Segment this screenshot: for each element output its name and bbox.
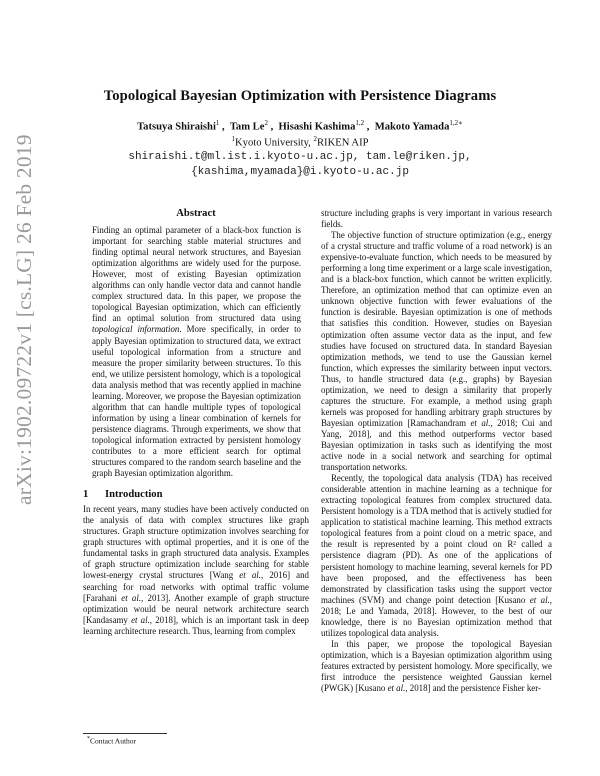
affiliation-mark: 1: [231, 135, 236, 143]
author-name: Makoto Yamada: [374, 121, 450, 133]
body-paragraph: In this paper, we propose the topological Bayesian optimization, which is a Bayesian optimization algorithm using features extracted by persistent homology. More specifically, we first introduce the persistence weighted Gaussian kernel (PWGK) [Kusano et al., 2018] and the persistence Fisher ker-: [321, 638, 552, 694]
introduction-paragraph: In recent years, many studies have been actively conducted on the analysis of data with complex structures like graph structures. Graph structure optimization involves searching for graph structures with optimal properties, and it is one of the fundamental tasks in graph structured data analysis. Examples of graph structure optimization include searching for stable lowest-energy crystal structures [Wang et al., 2016] and searching for road networks with optimal traffic volume [Farahani et al., 2013]. Another example of graph structure optimization would be neural network architecture search [Kandasamy et al., 2018], which is an important task in deep learning architecture research. Thus, learning from complex: [83, 504, 309, 636]
affiliations: [0, 135, 600, 149]
abstract-heading: Abstract: [176, 208, 216, 219]
paper-title: Topological Bayesian Optimization with Persistence Diagrams: [103, 88, 497, 104]
author-name: Tatsuya Shiraishi: [137, 121, 216, 133]
author-list: Tatsuya Shiraishi$^1$ , Tam Le$^2$ , Hisashi Kashima$^{1,2}$ , Makoto Yamada$^{1,2∗}$: [137, 119, 463, 133]
affiliation-riken: RIKEN AIP: [316, 137, 369, 149]
footnote-rule: [83, 733, 167, 734]
author-affiliation-mark: 1,2: [355, 119, 365, 127]
email-line: shiraishi.t@ml.ist.i.kyoto-u.ac.jp, tam.le@riken.jp,: [128, 151, 472, 163]
author-affiliation-mark: 1: [215, 119, 220, 127]
body-paragraph: The objective function of structure optimization (e.g., energy of a crystal structure and traffic volume of a road network) is an expensive-to-evaluate function, which needs to be measured by performing a long time experiment or a large scale investigation, and is a black-box function, which cannot be written explicitly. Therefore, an optimization method that can optimize even an unknown objective function with fewer evaluations of the function is desirable. Bayesian optimization is one of methods that satisfies this condition. However, studies on Bayesian optimization often assume vector data as the input, and few studies have focused on structured data. In standard Bayesian optimization methods, we tend to use the Gaussian kernel function, which expresses the similarity between input vectors. Thus, to handle structured data (e.g., graphs) by Bayesian optimization, we need to design a similarity that properly captures the structure. For example, a method using graph kernels was proposed for handling arbitrary graph structures by Bayesian optimization [Ramachandram et al., 2018; Cui and Yang, 2018], and this method outperforms vector based Bayesian optimization in tasks such as identifying the most active node in a social network and searching for optimal transportation networks.: [321, 230, 553, 473]
body-paragraph: structure including graphs is very important in various research fields.: [321, 208, 552, 230]
left-column: [83, 208, 309, 637]
right-column: [321, 208, 552, 694]
author-emails: [0, 150, 600, 179]
author-name: Hisashi Kashima: [278, 121, 356, 133]
arxiv-identifier-stamp: arXiv:1902.09722v1 [cs.LG] 26 Feb 2019: [12, 134, 36, 505]
section-heading-introduction: 1 Introduction: [83, 489, 163, 501]
author-affiliation-mark: 2: [264, 119, 268, 127]
author-affiliation-mark: 1,2∗: [449, 119, 463, 127]
footnote: *Contact Author: [87, 736, 137, 746]
author-name: Tam Le: [229, 121, 265, 133]
affiliation-kyoto: Kyoto University,: [235, 137, 314, 149]
abstract-text: Finding an optimal parameter of a black-box function is important for searching stable material structures and finding optimal neural network structures, and Bayesian optimization algorithms are widely used for the purpose. However, most of existing Bayesian optimization algorithms can only handle vector data and cannot handle complex structured data. In this paper, we propose the topological Bayesian optimization, which can efficiently find an optimal solution from structured data using topological information. More specifically, in order to apply Bayesian optimization to structured data, we extract useful topological information from a structure and measure the proper similarity between structures. To this end, we utilize persistent homology, which is a topological data analysis method that was recently applied in machine learning. Moreover, we propose the Bayesian optimization algorithm that can handle multiple types of topological information by using a linear combination of kernels for persistence diagrams. Through experiments, we show that topological information extracted by persistent homology contributes to a more efficient search for optimal structures compared to the random search baseline and the graph Bayesian optimization algorithm.: [92, 225, 301, 479]
body-paragraph: Recently, the topological data analysis (TDA) has received considerable attention in machine learning as a technique for extracting topological features from complex structured data. Persistent homology is a TDA method that is actively studied for application to statistical machine learning. This method extracts topological features from a point cloud on a metric space, and the result is represented by a point cloud on R² called a persistence diagram (PD). As one of the applications of persistent homology to machine learning, several kernels for PD have been proposed, and the effectiveness has been demonstrated by classification tasks using the support vector machines (SVM) and change point detection [Kusano et al., 2018; Le and Yamada, 2018]. However, to the best of our knowledge, there is no Bayesian optimization method that utilizes topological data analysis.: [321, 473, 553, 638]
abstract-body: [83, 225, 309, 479]
email-line: {kashima,myamada}@i.kyoto-u.ac.jp: [191, 165, 409, 178]
affiliation-mark: 2: [313, 135, 317, 143]
